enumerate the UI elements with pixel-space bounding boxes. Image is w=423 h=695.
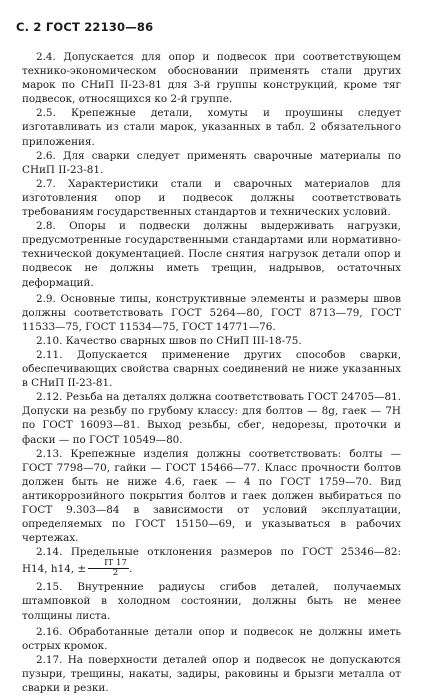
page-header: С. 2 ГОСТ 22130—86 bbox=[16, 20, 154, 34]
paragraph-2-8: 2.8. Опоры и подвески должны выдерживать нагрузки, предусмотренные государственными стандартами или нормативно-технической документацией. После снятия нагрузок детали опор и подвесок не должны иметь трещин, надрывов, остаточных деформаций. bbox=[22, 220, 401, 289]
plus-minus-sign: ± bbox=[77, 562, 87, 575]
paragraph-2-7: 2.7. Характеристики стали и сварочных материалов для изготовления опор и подвесок должны соответствовать требованиям государственных стандартов и технических условий. bbox=[22, 177, 401, 219]
paragraph-2-6: 2.6. Для сварки следует применять сварочные материалы по СНиП II-23-81. bbox=[22, 149, 401, 176]
paragraph-2-16: 2.16. Обработанные детали опор и подвесок не должны иметь острых кромок. bbox=[22, 625, 401, 652]
paragraph-2-15: 2.15. Внутренние радиусы сгибов деталей, получаемых штамповкой в холодном состоянии, должны быть не менее толщины листа. bbox=[22, 581, 401, 622]
paragraph-2-13: 2.13. Крепежные изделия должны соответствовать: болты — ГОСТ 7798—70, гайки — ГОСТ 15466—77. Класс прочности болтов должен быть не ниже 4.6, гаек — 4 по ГОСТ 1759—70. Вид антикоррозийного покрытия болтов и гаек должен выбираться по ГОСТ 9.303—84 в зависимости от условий эксплуатации, определяемых по ГОСТ 15150—69, и указываться в рабочих чертежах. bbox=[22, 447, 401, 545]
tolerance-formula bbox=[22, 558, 133, 579]
paragraph-2-12: 2.12. Резьба на деталях должна соответствовать ГОСТ 24705—81. Допуски на резьбу по грубому классу: для болтов — 8g, гаек — 7H по ГОСТ 16093—81. Выход резьбы, сбег, недорезы, проточки и фаски — по ГОСТ 10549—80. bbox=[22, 391, 401, 446]
tolerance-fraction bbox=[88, 559, 129, 578]
document-body bbox=[22, 50, 401, 695]
paragraph-2-4: 2.4. Допускается для опор и подвесок при соответствующем технико-экономическом обосновании применять стали других марок по СНиП II-23-81 для 3-й группы конструкций, кроме тяг подвесок, относящихся ко 2-й группе. bbox=[22, 51, 401, 106]
paragraph-2-11: 2.11. Допускается применение других способов сварки, обеспечивающих свойства сварных соединений не ниже указанных в СНиП II-23-81. bbox=[22, 348, 401, 390]
paragraph-2-14-text: 2.14. Предельные отклонения размеров по ГОСТ 25346—82: bbox=[36, 546, 401, 559]
paragraph-2-5: 2.5. Крепежные детали, хомуты и проушины следует изготавливать из стали марок, указанных в табл. 2 обязательного приложения. bbox=[22, 107, 401, 148]
fraction-numerator: IT 17 bbox=[88, 559, 129, 569]
paragraph-2-17: 2.17. На поверхности деталей опор и подвесок не допускаются пузыри, трещины, накаты, задиры, раковины и брызги металла от сварки и резки. bbox=[22, 653, 401, 695]
fraction-denominator: 2 bbox=[112, 568, 119, 579]
paragraph-2-9: 2.9. Основные типы, конструктивные элементы и размеры швов должны соответствовать ГОСТ 5264—80, ГОСТ 8713—79, ГОСТ 11533—75, ГОСТ 11534—75, ГОСТ 14771—76. bbox=[22, 292, 401, 333]
paragraph-2-10: 2.10. Качество сварных швов по СНиП III-18-75. bbox=[36, 334, 302, 347]
formula-end: . bbox=[128, 562, 133, 575]
tolerance-fields: H14, h14, bbox=[22, 562, 75, 575]
paragraph-2-14 bbox=[22, 545, 401, 578]
